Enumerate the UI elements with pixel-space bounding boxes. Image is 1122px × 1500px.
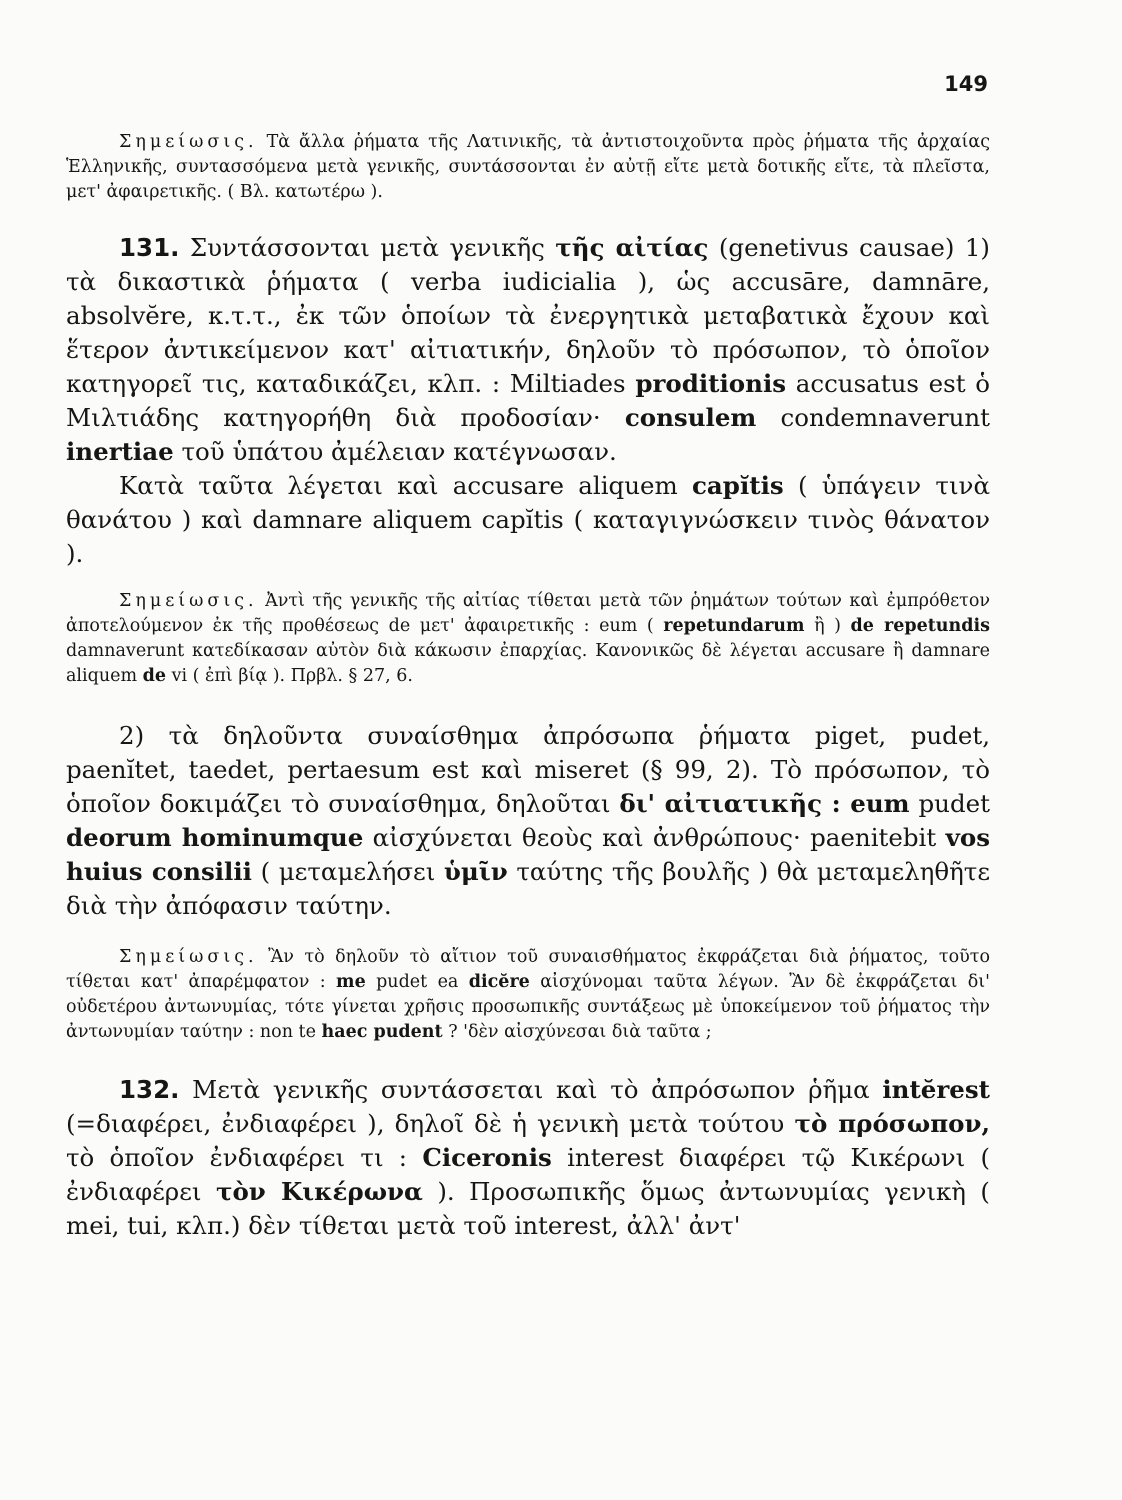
page-number: 149 [944, 72, 988, 96]
section-number: 131. [119, 233, 180, 262]
note-3: Σημείωσις. Ἂν τὸ δηλοῦν τὸ αἴτιον τοῦ συναισθήματος ἐκφράζεται διὰ ῥήματος, τοῦτο τίθεται κατ' ἀπαρέμφατον : me pudet ea dicĕre αἰσχύνομαι ταῦτα λέγων. Ἂν δὲ ἐκφράζεται δι' οὐδετέρου ἀντωνυμίας, τότε γίνεται χρῆσις προσωπικῆς συντάξεως μὲ ὑποκείμενον τοῦ ῥήματος τὴν ἀντωνυμίαν ταύτην : non te haec pudent ? 'δὲν αἰσχύνεσαι διὰ ταῦτα ; [66, 947, 990, 1042]
section-number: 132. [119, 1075, 180, 1104]
note-2: Σημείωσις. Ἀντὶ τῆς γενικῆς τῆς αἰτίας τίθεται μετὰ τῶν ῥημάτων τούτων καὶ ἐμπρόθετον ἀποτελούμενον ἐκ τῆς προθέσεως de μετ' ἀφαιρετικῆς : eum ( repetundarum ἢ ) de repetundis damnaverunt κατεδίκασαν αὐτὸν διὰ κάκωσιν ἐπαρχίας. Κανονικῶς δὲ λέγεται accusare ἢ damnare aliquem de vi ( ἐπὶ βίᾳ ). Πρβλ. § 27, 6. [66, 591, 990, 686]
note-text: Τὰ ἄλλα ῥήματα τῆς Λατινικῆς, τὰ ἀντιστοιχοῦντα πρὸς ῥήματα τῆς ἀρχαίας Ἑλληνικῆς, συντασσόμενα μετὰ γενικῆς, συντάσσονται ἐν αὐτῇ εἴτε μετὰ δοτικῆς εἴτε, τὰ πλεῖστα, μετ' ἀφαιρετικῆς. ( Βλ. κατωτέρω ). [66, 132, 990, 202]
note-label: Σημείωσις. [119, 591, 258, 611]
section-131-paragraph-2: Κατὰ ταῦτα λέγεται καὶ accusare aliquem capĭtis ( ὑπάγειν τινὰ θανάτου ) καὶ damnare aliquem capĭtis ( καταγιγνώσκειν τινὸς θάνατον ). [66, 471, 990, 568]
section-132: 132. Μετὰ γενικῆς συντάσσεται καὶ τὸ ἀπρόσωπον ῥῆμα intĕrest (=διαφέρει, ἐνδιαφέρει ), δηλοῖ δὲ ἡ γενικὴ μετὰ τούτου τὸ πρόσωπον, τὸ ὁποῖον ἐνδιαφέρει τι : Ciceronis interest διαφέρει τῷ Κικέρωνι ( ἐνδιαφέρει τὸν Κικέρωνα ). Προσωπικῆς ὅμως ἀντωνυμίας γενικὴ ( mei, tui, κλπ.) δὲν τίθεται μετὰ τοῦ interest, ἀλλ' ἀντ' [66, 1075, 991, 1240]
note-label: Σημείωσις. [119, 132, 258, 152]
term-bold: τῆς αἰτίας [555, 233, 709, 262]
page-body [66, 130, 990, 1243]
point-2: 2) τὰ δηλοῦντα συναίσθημα ἀπρόσωπα ῥήματα piget, pudet, paenĭtet, taedet, pertaesum est καὶ miseret (§ 99, 2). Τὸ πρόσωπον, τὸ ὁποῖον δοκιμάζει τὸ συναίσθημα, δηλοῦται δι' αἰτιατικῆς : eum pudet deorum hominumque αἰσχύνεται θεοὺς καὶ ἀνθρώπους· paenitebit vos huius consilii ( μεταμελήσει ὑμῖν ταύτης τῆς βουλῆς ) θὰ μεταμεληθῆτε διὰ τὴν ἀπόφασιν ταύτην. [66, 721, 991, 920]
note-label: Σημείωσις. [119, 947, 258, 967]
section-131-heading: 131. Συντάσσονται μετὰ γενικῆς τῆς αἰτίας (genetivus causae) 1) τὰ δικαστικὰ ῥήματα ( verba iudicialia ), ὡς accusāre, damnāre, absolvĕre, κ.τ.τ., ἐκ τῶν ὁποίων τὰ ἐνεργητικὰ μεταβατικὰ ἔχουν καὶ ἕτερον ἀντικείμενον κατ' αἰτιατικήν, δηλοῦν τὸ πρόσωπον, τὸ ὁποῖον κατηγορεῖ τις, καταδικάζει, κλπ. : Miltiades proditionis accusatus est ὁ Μιλτιάδης κατηγορήθη διὰ προδοσίαν· consulem condemnaverunt inertiae τοῦ ὑπάτου ἀμέλειαν κατέγνωσαν. [66, 233, 991, 466]
note-1 [66, 130, 990, 205]
